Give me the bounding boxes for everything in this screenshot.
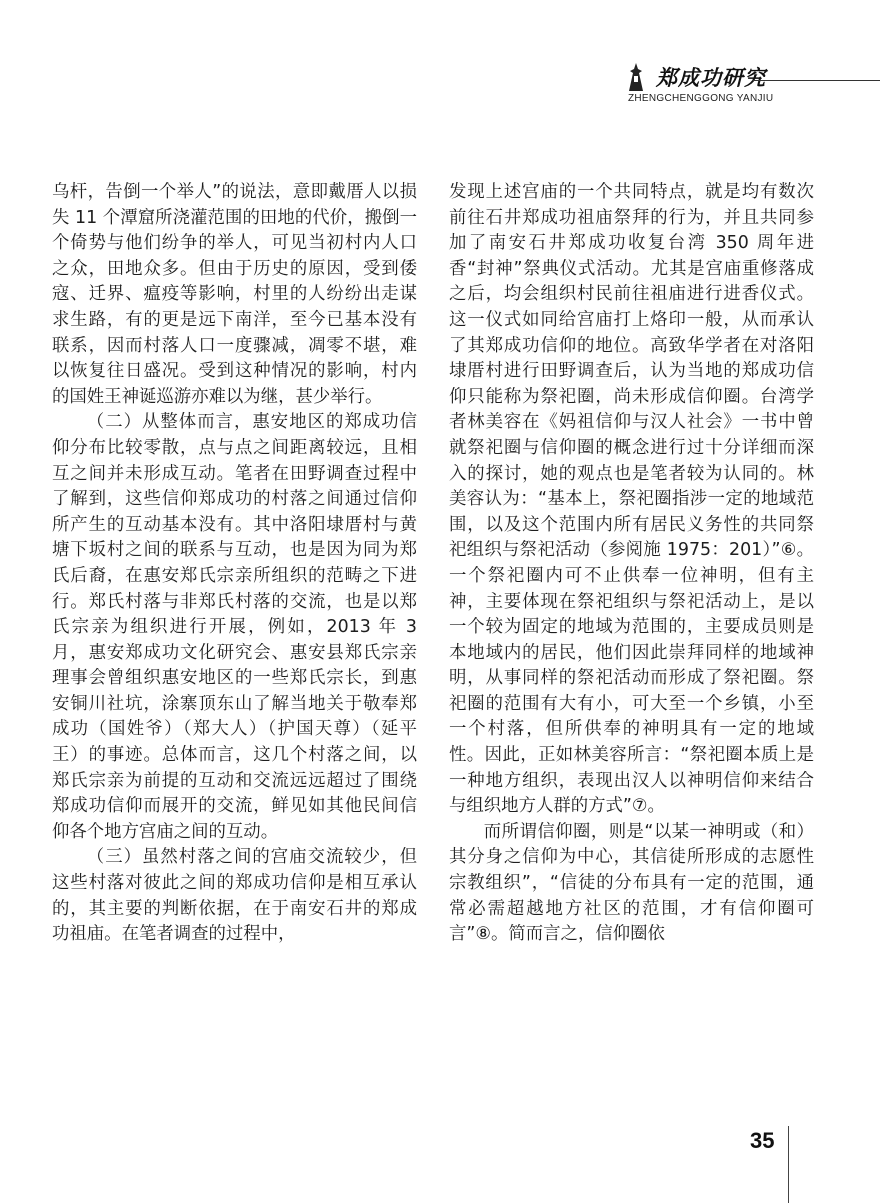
right-column	[449, 180, 814, 948]
paragraph: 而所谓信仰圈，则是“以某一神明或（和）其分身之信仰为中心，其信徒所形成的志愿性宗教组织”，“信徒的分布具有一定的范围，通常必需超越地方社区的范围，才有信仰圈可言”⑧。简而言之，信仰圈依	[449, 821, 814, 945]
journal-header	[626, 58, 880, 106]
page-number: 35	[750, 1128, 775, 1153]
journal-subtitle: ZHENGCHENGGONG YANJIU	[628, 93, 774, 104]
left-column	[52, 180, 417, 948]
paragraph: 发现上述宫庙的一个共同特点，就是均有数次前往石井郑成功祖庙祭拜的行为，并且共同参加了南安石井郑成功收复台湾 350 周年进香“封神”祭典仪式活动。尤其是宫庙重修落成之后，均会组织村民前往祖庙进行进香仪式。这一仪式如同给宫庙打上烙印一般，从而承认了其郑成功信仰的地位。高致华学者在对洛阳埭厝村进行田野调查后，认为当地的郑成功信仰只能称为祭祀圈，尚未形成信仰圈。台湾学者林美容在《妈祖信仰与汉人社会》一书中曾就祭祀圈与信仰圈的概念进行过十分详细而深入的探讨，她的观点也是笔者较为认同的。林美容认为：“基本上，祭祀圈指涉一定的地域范围，以及这个范围内所有居民义务性的共同祭祀组织与祭祀活动（参阅施 1975：201）”⑥。一个祭祀圈内可不止供奉一位神明，但有主神，主要体现在祭祀组织与祭祀活动上，是以一个较为固定的地域为范围的，主要成员则是本地域内的居民，他们因此崇拜同样的地域神明，从事同样的祭祀活动而形成了祭祀圈。祭祀圈的范围有大有小，可大至一个乡镇，小至一个村落，但所供奉的神明具有一定的地域性。因此，正如林美容所言：“祭祀圈本质上是一种地方组织，表现出汉人以神明信仰来结合与组织地方人群的方式”⑦。	[449, 182, 814, 817]
paragraph: （三）虽然村落之间的宫庙交流较少，但这些村落对彼此之间的郑成功信仰是相互承认的，其主要的判断依据，在于南安石井的郑成功祖庙。在笔者调查的过程中，	[52, 847, 417, 945]
paragraph: （二）从整体而言，惠安地区的郑成功信仰分布比较零散，点与点之间距离较远，且相互之间并未形成互动。笔者在田野调查过程中了解到，这些信仰郑成功的村落之间通过信仰所产生的互动基本没有。其中洛阳埭厝村与黄塘下坂村之间的联系与互动，也是因为同为郑氏后裔，在惠安郑氏宗亲所组织的范畴之下进行。郑氏村落与非郑氏村落的交流，也是以郑氏宗亲为组织进行开展，例如，2013 年 3 月，惠安郑成功文化研究会、惠安县郑氏宗亲理事会曾组织惠安地区的一些郑氏宗长，到惠安铜川社坑，涂寨顶东山了解当地关于敬奉郑成功（国姓爷）（郑大人）（护国天尊）（延平王）的事迹。总体而言，这几个村落之间，以郑氏宗亲为前提的互动和交流远远超过了围绕郑成功信仰而展开的交流，鲜见如其他民间信仰各个地方宫庙之间的互动。	[52, 412, 417, 842]
journal-title: 郑成功研究	[656, 65, 766, 90]
page-number-rule	[788, 1126, 789, 1203]
paragraph: 乌杆，告倒一个举人”的说法，意即戴厝人以损失 11 个潭窟所浇灌范围的田地的代价，搬倒一个倚势与他们纷争的举人，可见当初村内人口之众，田地众多。但由于历史的原因，受到倭寇、迁界、瘟疫等影响，村里的人纷纷出走谋求生路，有的更是远下南洋，至今已基本没有联系，因而村落人口一度骤减，凋零不堪，难以恢复往日盛况。受到这种情况的影响，村内的国姓王神诞巡游亦难以为继，甚少举行。	[52, 182, 417, 407]
tower-icon	[626, 62, 646, 92]
header-rule	[752, 80, 880, 81]
